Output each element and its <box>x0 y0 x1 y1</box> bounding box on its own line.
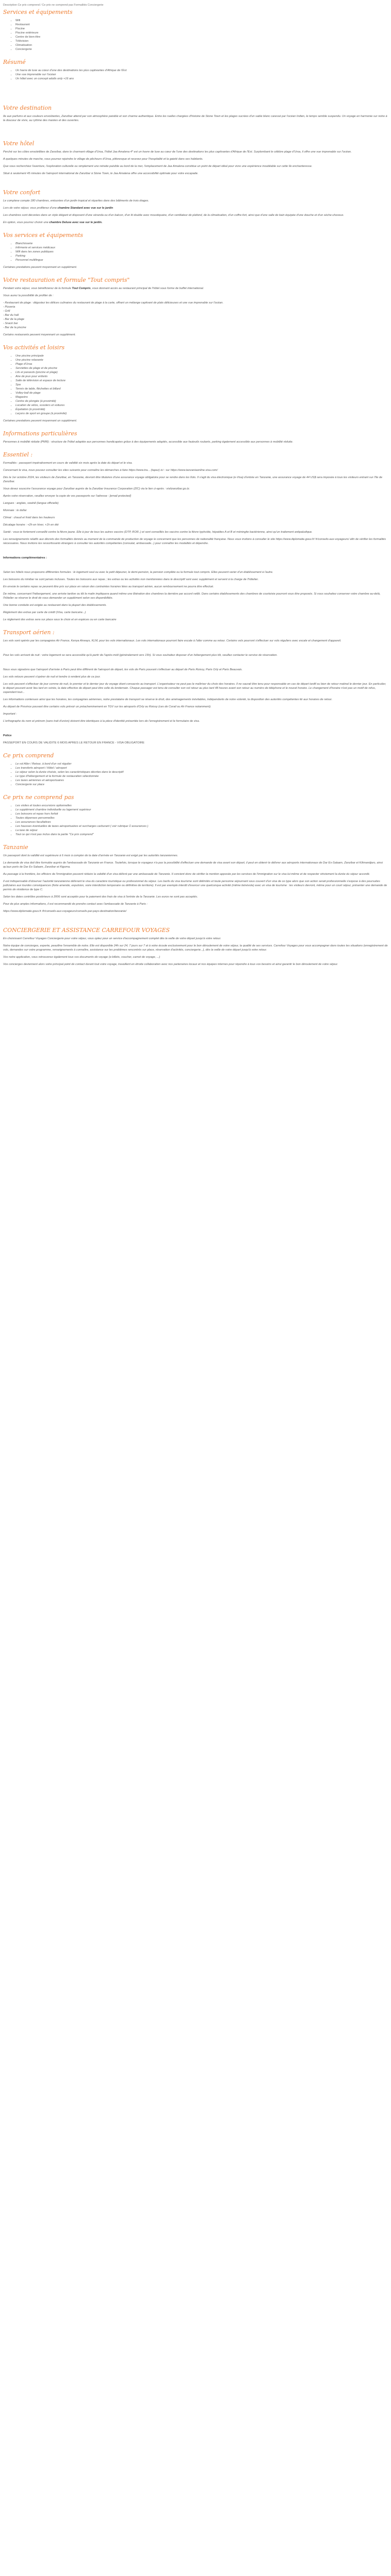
list-item: - Bar de la plage <box>3 318 25 321</box>
list-item: • Parking <box>15 254 388 258</box>
list-item: • Les hausses éventuelles de taxes aéroportuaires et surcharges carburant ( voir rubrique Ù assurances ) <box>15 824 388 828</box>
prix-comprend-list <box>3 762 388 787</box>
confort-room-type: chambre Standard avec vue sur le jardin <box>57 207 113 210</box>
list-item: • Personnel multilingue <box>15 258 388 262</box>
list-item: • Piscine <box>15 27 388 31</box>
list-item: • Une piscine principale <box>15 354 388 358</box>
infos-title: Informations particulières <box>3 430 77 437</box>
restauration-text-1-pre: Pendant votre séjour, vous bénéficierez de la formule <box>3 287 72 290</box>
transport-text-2: Pour les vols arrivant de nuit : votre logement se sera accessible qu'à partir de l'après-midi (généralement vers 15h). Si vous souhaitez disposer d'un hébergement plus tôt, veuillez contacter le service de réservation. <box>3 654 278 657</box>
transport-text-5: Les vols peuvent s'effectuer de jour comme de nuit, le premier et le dernier jour du voyage étant consacrés au transport. L'organisateur ne peut pas le maîtriser du choix des horaires. Il ne saurait être tenu pour responsable en cas de départ tardif ou bien de retour matinal le dernier jour. En particulier, le départ pouvant avoir lieu tard en soirée, la date effective de départ peut être celle du lendemain. Chaque passager est tenu de consulter son vol retour au plus tard 48 heures avant son retour au numéro de téléphone et le nouvel horaire. Le changement d'horaire n'est pas un motif de refus, cependant tout... <box>3 683 386 694</box>
essentiel-text-4: Vous devez souscrire l'assurance voyage pour Zanzibar auprès de la Zanzibar Insurance Corporation (ZIC) via le lien ci-après : visitzanzibar.go.tz. <box>3 487 190 490</box>
hotel-text-3: Que vous recherchiez l'aventure, l'exploration culturelle ou simplement une retraite paisible au bord de la mer, l'emplacement de Jaa Amalena constitue un point de départ idéal pour vivre une expérience inoubliable sur cette île enchanteresse. <box>3 165 313 168</box>
essentiel-sante: Santé : vous-ie fortement conseillé contre la fièvre jaune. Elle à jour de tous les autres vaccins (DTP, ROR..) et sont conseillés les vaccins contre la fièvre typhoïde, hépatites A et B et méningite bactérienne, ainsi qu'un traitement antipaludique. <box>3 531 313 534</box>
list-item: • Infirmerie et services médicaux <box>15 246 388 250</box>
hotel-text-1: Perché sur les côtes ensoleillées de Zanzibar, dans le charmant village d'Uroa, l'hôtel Jaa Amalena 4* est un havre de luxe au cœur de l'une des destinations les plus captivantes d'Afrique de l'Est. Surplombant le célèbre plage d'Uroa, il offre une vue imprenable sur l'océan. <box>3 150 352 154</box>
list-item: • Un hôtel avec un concept adults only +16 ans <box>15 77 388 81</box>
transport-text-1: Les vols sont opérés par les compagnies Air France, Kenya Airways, KLM, pour les vols internationaux. Les vols internationaux pourront faire escale à l'aller comme au retour. Certains vols pourront s'effectuer sur vols réguliers avec escale et changement d'appareil. <box>3 639 341 642</box>
essentiel-text-8: Les boissons du minibar ne sont jamais incluses. Toutes les boissons aux repas ; les extras ou les activités non mentionnées dans le descriptif sont avec supplément et servent à la charge de l'hôtelier. <box>3 578 259 581</box>
list-item: • Blanchisserie <box>15 242 388 246</box>
list-item: • Spa <box>15 383 388 387</box>
list-item: • La taxe de séjour <box>15 828 388 833</box>
list-item: • Le séjour selon la durée choisie, selon les caractéristiques décrites dans le descriptif <box>15 770 388 774</box>
list-item: • Les taxes aériennes et aéroportuaires <box>15 778 388 783</box>
activites-list <box>3 354 388 416</box>
list-item: • Restaurant <box>15 23 388 27</box>
hotel-title: Votre hôtel <box>3 140 35 147</box>
hotel-text-4: Situé à seulement 45 minutes de l'aéroport international de Zanzibar à Stone Town, le Jaa Amalena offre une accessibilité optimale pour votre escapade. <box>3 172 199 175</box>
infos-text: Personnes à mobilité réduite (PMR) : structure de l'hôtel adaptée aux personnes handicapées grâce à des équipements adaptés, accessible aux fauteuils roulants, parking également accessible aux personnes à mobilité réduite. <box>3 440 294 444</box>
confort-text-2-pre: Lors de votre séjour, vous profiterez d'une <box>3 207 58 210</box>
list-item: • Les boissons et repas hors forfait <box>15 812 388 816</box>
essentiel-monnaie: Monnaie : le dollar <box>3 509 27 512</box>
list-item: • Le vol Aller / Retour, à bord d'un vol régulier <box>15 762 388 766</box>
tanzanie-text-2: La demande de visa doit être formulée auprès de l'ambassade de Tanzanie en France. Toutefois, lorsque le voyageur n'a pas la possibilité d'effectuer une demande de visa avant son départ, il peut en obtenir le délivrer aux aéroports internationaux de Dar Es-Salaam, Zanzibar et Kilimandjaro, ainsi qu'aux ports de Dar Es-Salaam, Zanzibar et Kigoma. <box>3 861 383 869</box>
destination-text: Ile aux parfums et aux couleurs envoûtantes, Zanzibar attend par son atmosphère paisible et son charme authentique. Entre les ruelles chargées d'histoire de Stone Town et les plages sucrées d'un sable blanc caressé par l'océan Indien, le temps semble suspendu. Un voyage en harmonie sur notre à la douceur de vivre, au rythme des marées et des ouvertes. <box>3 115 387 122</box>
tanzanie-text-6: Pour de plus amples informations, il est recommandé de prendre contact avec l'ambassade de Tanzanie à Paris : <box>3 903 148 906</box>
restauration-text-2: Vous aurez la possibilité de profiter de : <box>3 294 54 297</box>
confort-text-4-pre: En option, vous pourrez choisir une <box>3 221 50 224</box>
list-item: • Centre de plongée (à proximité) <box>15 399 388 403</box>
list-item: • Salle de télévision et espace de lecture <box>15 379 388 383</box>
essentiel-text-7: Selon les hôtels nous proposons différentes formules : le logement seul ou avec le petit déjeuner, le demi-pension, la pension complète ou la formule tout compris. Elles peuvent varier d'un établissement à l'autre. <box>3 571 273 574</box>
confort-text-1: Le complexe compte 180 chambres, entourées d'un jardin tropical et réparties dans des bâtiments de trois étages. <box>3 199 149 202</box>
police-title: Police <box>3 734 12 737</box>
confort-room-option: chambre Deluxe avec vue sur le jardin. <box>49 221 103 224</box>
transport-text-7: Au départ de Province pouvant être certains vols prévoir un préacheminement en TGV sur les aéroports d'Orly ou Roissy (ces de Corail ou Air France notamment). <box>3 705 211 708</box>
list-item: • Un havre de luxe au cœur d'une des destinations les plus captivantes d'Afrique de l'Est <box>15 69 388 73</box>
list-item: • Plage d'Uroa <box>15 362 388 366</box>
list-item: • Équitation (à proximité) <box>15 408 388 412</box>
list-item: - Grill <box>3 310 10 313</box>
list-item: • Toutes dépenses personnelles <box>15 816 388 820</box>
conciergerie-text-3: Vos notre application, vous retrouverez également tous vos documents de voyage (e-billets, voucher, carnet de voyage, ...) <box>3 956 160 959</box>
destination-title: Votre destination <box>3 105 52 111</box>
list-item: • Serviettes de plage et de piscine <box>15 366 388 370</box>
services-hotel-note: Certaines prestations peuvent moyennant un supplément. <box>3 266 77 269</box>
essentiel-text-9: En envoie le certains repas se peuvent être pris sur place en raison des contraintes horaires liées au transport aérien, aucun remboursement ne pourra être effectué. <box>3 585 214 588</box>
tanzanie-text-3: Au passage à la frontière, les officiers de l'immigration peuvent réduire la validité d'un visa délivré par une ambassade de Tanzanie. Il convient donc de vérifier la mention apposée par les services de l'immigration sur le visa lui-même et de respecter strictement la durée du séjour accordé. <box>3 873 370 876</box>
list-item: • Les visites et toutes excursions optionnelles <box>15 804 388 808</box>
tanzanie-link[interactable]: https://www.diplomatie.gouv.fr /fr/conseils-aux-voyageurs/conseils-par-pays-destination/tanzanie/ <box>3 910 127 913</box>
resume-list <box>3 69 388 81</box>
list-item: • Une piscine relaxante <box>15 358 388 362</box>
prix-ne-comprend-title: Ce prix ne comprend pas <box>3 794 74 801</box>
essentiel-text-10: De même, concernant l'hébergement, une arrivée tardive ou tôt le matin impliquera quand même une libération des chambres la dernière par accord veillé. Dans certains établissements des chambres de courtoisie pourront vous être proposés. Si vous souhaitez conserver votre chambre au-delà, l'hôtelier se réserve le droit de vous demander un supplément selon ses disponibilités. <box>3 592 381 600</box>
page-content <box>0 0 391 975</box>
restauration-text-1-post: , vous donnant accès au restaurant principal de l'hôtel sous forme de buffet international. <box>90 287 204 290</box>
confort-title: Votre confort <box>3 189 41 196</box>
tanzanie-title: Tanzanie <box>3 844 28 851</box>
confort-text-3: Les chambres sont décorées dans un style élégant et disposent d'une véranda ou d'un balcon, d'un lit double avec moustiquaire, d'un ventilateur de plafond, de la climatisation, d'un coffre-fort, ainsi que d'une salle de bain équipée d'une douche et d'un sèche-cheveux. <box>3 214 344 217</box>
list-item: • Tennis de table, fléchettes et billard <box>15 387 388 391</box>
services-hotel-title: Vos services et équipements <box>3 232 83 239</box>
transport-text-3: Nous vous signalons que l'aéroport d'arrivée à Paris peut être différent de l'aéroport de départ, les vols de Paris pouvant s'effectuer au départ de Paris Roissy, Paris Orly et Paris Beauvais. <box>3 668 243 671</box>
tanzanie-text-5: Selon les dates contrôles postérieurs à 2006 sont acceptés pour le paiement des frais de visa à l'entrée de la Tanzanie. Les euros ne sont pas acceptés. <box>3 895 198 899</box>
essentiel-text-3: Dès le 1er octobre 2024, les visiteurs de Zanzibar, en Tanzanie, devront être titulaires d'une assurance voyage obligatoire pour se rendre dans les îlots. Il s'agit du visa électronique (e-Visa) d'entrée en Tanzanie, une assurance voyage de 44 US$ sera imposée à tous les visiteurs entrant sur l'île de Zanzibar. <box>3 476 383 483</box>
page-title: Description Ce prix comprend / Ce prix ne comprend pas Formalités Conciergerie <box>3 4 104 7</box>
confort-text-4 <box>3 221 388 225</box>
list-item: • Wifi dans les zones publiques <box>15 250 388 254</box>
services-title: Services et équipements <box>3 9 73 15</box>
list-item: • Volley-ball de plage <box>15 391 388 395</box>
list-item: - Pizzeria <box>3 306 15 309</box>
restauration-title: Votre restauration et formule "Tout compris" <box>3 277 130 283</box>
essentiel-decalage: Décalage horaire : +2h en hiver, +1h en été <box>3 523 59 527</box>
resume-title: Résumé <box>3 59 26 65</box>
transport-title: Transport aérien : <box>3 629 55 636</box>
list-item: • Leçons de sport en groupe (à proximité) <box>15 412 388 416</box>
essentiel-title: Essentiel : <box>3 451 33 458</box>
list-item: • Climatisation <box>15 43 388 47</box>
tanzanie-text-4: Il est indispensable d'observer l'autorité tanzanienne délivrant le visa du caractère touristique ou professionnel du séjour. Les barils du visa tourisme sont délimités et toute personne séjournant sous couvert d'un visa de ce type alors que son action serait professionnelle s'expose à des poursuites judiciaires aux lourdes conséquences (forte amende, expulsion, voire interdiction temporaire ou définitive de territoire). Il est par exemple interdit d'exercer une quelconque activité (même bénévole) avec un visa de tourisme : les visiteurs devront, même pour un court séjour, présenter une demande de permis de résidence de type C. <box>3 880 387 891</box>
list-item: • Une vue imprenable sur l'océan <box>15 73 388 77</box>
restauration-note: Certains restaurants peuvent moyennant un supplément. <box>3 333 76 336</box>
essentiel-climat: Climat : chaud et froid dans les hauteurs <box>3 516 55 519</box>
essentiel-text-6: Les renseignements relatifs aux décrets des formalités donnés au moment de la commande de production de voyage le concernent que les personnes de nationalité française. Nous vous invitons à consulter le site https://www.diplomatie.gouv.fr/ fr/conseils-aux-voyageurs/ afin de vérifier les formalités nécessaires. Nous invitons les ressortissants étrangers à consulter les autorités compétentes (consulat, ambassade...) pour connaître les modalités et dépendre. <box>3 538 386 545</box>
list-item: - Bar de la piscine <box>3 326 26 329</box>
list-item: • Centre de bien-être <box>15 35 388 39</box>
essentiel-text-12: Règlement des extras par carte de crédit (Visa, carte bancaire...) <box>3 611 86 614</box>
list-item: - Bar du hall <box>3 314 19 317</box>
transport-text-4: Les vols retours peuvent s'opérer de nuit et tendre à rendent plus de ce jour. <box>3 675 101 679</box>
list-item: • Wifi <box>15 19 388 23</box>
list-item: - Restaurant de plage : dégustez les délices culinaires du restaurant de plage à la carte, offrant un mélange captivant de plats délicieuses et une vue imprenable sur l'océan. <box>3 301 224 304</box>
list-item: • Location de vélos, scooters et voitures <box>15 403 388 408</box>
activites-note: Certaines prestations peuvent moyennant un supplément. <box>3 419 77 422</box>
list-item: • Piscine extérieure <box>15 31 388 35</box>
list-item: • Magasins <box>15 395 388 399</box>
list-item: • Les transferts aéroport / Hôtel / aéroport <box>15 766 388 770</box>
transport-text-9: L'orthographe du nom et prénom (sans trait d'union) doivent être identiques à la pièce d'identité présentée lors de l'enregistrement et le formulaire de visa. <box>3 720 200 723</box>
list-item: • Tout ce qui n'est pas inclus dans la partie "Ce prix comprend" <box>15 833 388 837</box>
conciergerie-text-4: Vos concierges deviennent alors votre principal point de contact durant tout votre voyage, travaillent en étroite collaboration avec nos partenaires locaux et nos équipes internes pour répondre à tous vos besoins et ainsi garantir le bon déroulement de votre séjour. <box>3 963 338 966</box>
tanzanie-text-1: Un passeport dont la validité est supérieure à 6 mois à compter de la date d'arrivée en Tanzanie est exigé par les autorités tanzaniennes. <box>3 854 178 857</box>
list-item: • Conciergerie <box>15 47 388 52</box>
essentiel-text-5: Après votre réservation, veuillez envoyer la copie de vos passeports sur l'adresse : [email protected] <box>3 495 131 498</box>
list-item: - Snack bar <box>3 322 18 325</box>
activites-title: Vos activités et loisirs <box>3 344 65 351</box>
restauration-list <box>3 301 388 330</box>
prix-ne-comprend-list <box>3 804 388 837</box>
essentiel-text-13: Le règlement des extras sera sur place sous le choix et en espèces ou en carte bancaire <box>3 618 117 621</box>
confort-text-2 <box>3 206 388 210</box>
essentiel-text-11: Une bonne conduite est exigée au restaurant dans la plupart des établissements. <box>3 604 107 607</box>
restauration-formula: Tout Compris <box>72 287 91 290</box>
transport-text-8: Important : <box>3 713 17 716</box>
services-list <box>3 19 388 52</box>
essentiel-text-2: Concernant le visa, nous pouvez consulter les sites suivants pour connaître les démarches à faire https://www.tra... (tapez) ici : sur https://www.tanzaniaonline.visa.com/ <box>3 469 218 472</box>
list-item: • Les assurances facultatives <box>15 820 388 824</box>
list-item: • Le type d'hébergement et la formule de restauration sélectionnée <box>15 774 388 778</box>
transport-text-6: Les informations contenues ainsi que les horaires, les compagnies aériennes, notre prestataire de transport se réserve le droit, des aménagements inévitables, indépendants de notre volonté, la disposition des autorités compétentes lié aux horaires de retour. <box>3 698 333 701</box>
conciergerie-text-2: Notre équipe de concierges, experte, peaufine l'ensemble de notre. Elle est disponible 24h sur 24, 7 jours sur 7 et à votre écoute exclusivement pour le bon déroulement de votre séjour, la qualité de ses services. Carrefour Voyages pour vous accompagner dans toutes les situations (enregistrement de vols, demandes sur votre programme, renseignements à connaître, assistance sur les problèmes rencontrés sur place, réservation d'activités, conciergerie...), dès la veille de votre départ jusqu'à votre retour. <box>3 944 388 952</box>
restauration-text-1 <box>3 286 388 291</box>
police-text: PASSEPORT EN COURS DE VALIDITE 6 MOIS APRES LE RETOUR EN FRANCE - VISA OBLIGATOIRE <box>3 741 145 744</box>
list-item: • Le supplément chambre individuelle ou logement supérieur <box>15 808 388 812</box>
list-item: • Télévision <box>15 39 388 43</box>
list-item: • Lits et parasols (piscine et plage) <box>15 370 388 375</box>
essentiel-langue: Langues : anglais, swahili (langue officielle) <box>3 502 59 505</box>
essentiel-text-1: Formalités : passeport impérativement en cours de validité six mois après la date du départ et le visa. <box>3 462 133 465</box>
services-hotel-list <box>3 242 388 262</box>
conciergerie-text-1: En choisissant Carrefour Voyages Conciergerie pour votre séjour, vous optez pour un service d'accompagnement complet dès la veille de votre départ jusqu'à votre retour. <box>3 937 221 940</box>
hotel-text-2: A quelques minutes de marche, vous pourrez rejoindre le village de pêcheurs d'Uroa, pittoresque et recevez pour l'hospitalité et la gaieté dans ses habitants. <box>3 158 203 161</box>
essentiel-infos-comp: Informations complémentaires : <box>3 556 47 560</box>
conciergerie-title: CONCIERGERIE ET ASSISTANCE CARREFOUR VOYAGES <box>3 927 170 934</box>
list-item: • Aire de jeux pour enfants <box>15 375 388 379</box>
list-item: • Conciergerie sur place <box>15 783 388 787</box>
prix-comprend-title: Ce prix comprend <box>3 752 54 759</box>
